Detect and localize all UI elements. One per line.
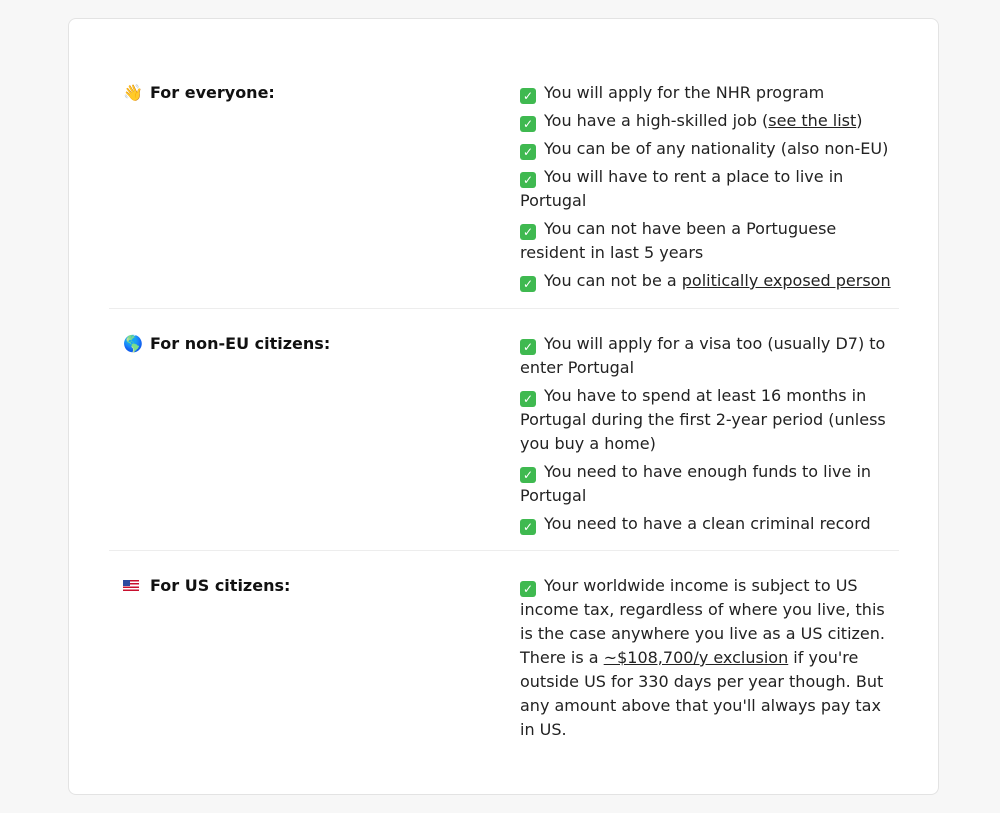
check-mark-button-icon: ✓ (520, 88, 536, 104)
check-mark-button-icon: ✓ (520, 144, 536, 160)
list-item: ✓ You need to have enough funds to live in Portugal (520, 462, 872, 505)
check-mark-button-icon: ✓ (520, 339, 536, 355)
list-item: ✓ You will apply for a visa too (usually D7) to enter Portugal (520, 334, 886, 377)
check-mark-button-icon: ✓ (520, 276, 536, 292)
check-mark-button-icon: ✓ (520, 224, 536, 240)
list-item: ✓ You can not be a politically exposed person (520, 269, 892, 293)
section-label: 🌎 For non-EU citizens: (123, 332, 330, 356)
us-flag-icon (123, 580, 139, 591)
list-item: ✓ You will apply for the NHR program (520, 81, 892, 105)
list-item: ✓ You can be of any nationality (also non-EU) (520, 137, 892, 161)
see-the-list-link[interactable]: see the list (768, 111, 857, 130)
check-mark-button-icon: ✓ (520, 519, 536, 535)
check-mark-button-icon: ✓ (520, 581, 536, 597)
list-item: ✓ You will have to rent a place to live in Portugal (520, 167, 844, 210)
list-item: ✓ You can not have been a Portuguese resident in last 5 years (520, 219, 837, 262)
check-mark-button-icon: ✓ (520, 172, 536, 188)
check-mark-button-icon: ✓ (520, 467, 536, 483)
politically-exposed-person-link[interactable]: politically exposed person (681, 271, 891, 290)
globe-icon: 🌎 (123, 334, 143, 353)
divider (109, 550, 899, 551)
requirements-list (520, 81, 892, 297)
list-item: ✓ You have a high-skilled job (see the list) (520, 109, 892, 133)
check-mark-button-icon: ✓ (520, 391, 536, 407)
exclusion-link[interactable]: ~$108,700/y exclusion (603, 648, 789, 667)
requirements-list (520, 574, 892, 746)
check-mark-button-icon: ✓ (520, 116, 536, 132)
section-label: For US citizens: (123, 574, 290, 598)
list-item: ✓ Your worldwide income is subject to US income tax, regardless of where you live, this is the case anywhere you live as a US citizen. There is a ~$108,700/y exclusion if you're outside US for 330 days per year though. But any amount above that you'll always pay tax in US. (520, 576, 885, 739)
eligibility-card (68, 18, 939, 795)
list-item: ✓ You have to spend at least 16 months in Portugal during the first 2-year period (unless you buy a home) (520, 386, 886, 453)
section-label: 👋 For everyone: (123, 81, 275, 105)
waving-hand-icon: 👋 (123, 83, 143, 102)
requirements-list (520, 332, 892, 540)
divider (109, 308, 899, 309)
list-item: ✓ You need to have a clean criminal record (520, 512, 892, 536)
